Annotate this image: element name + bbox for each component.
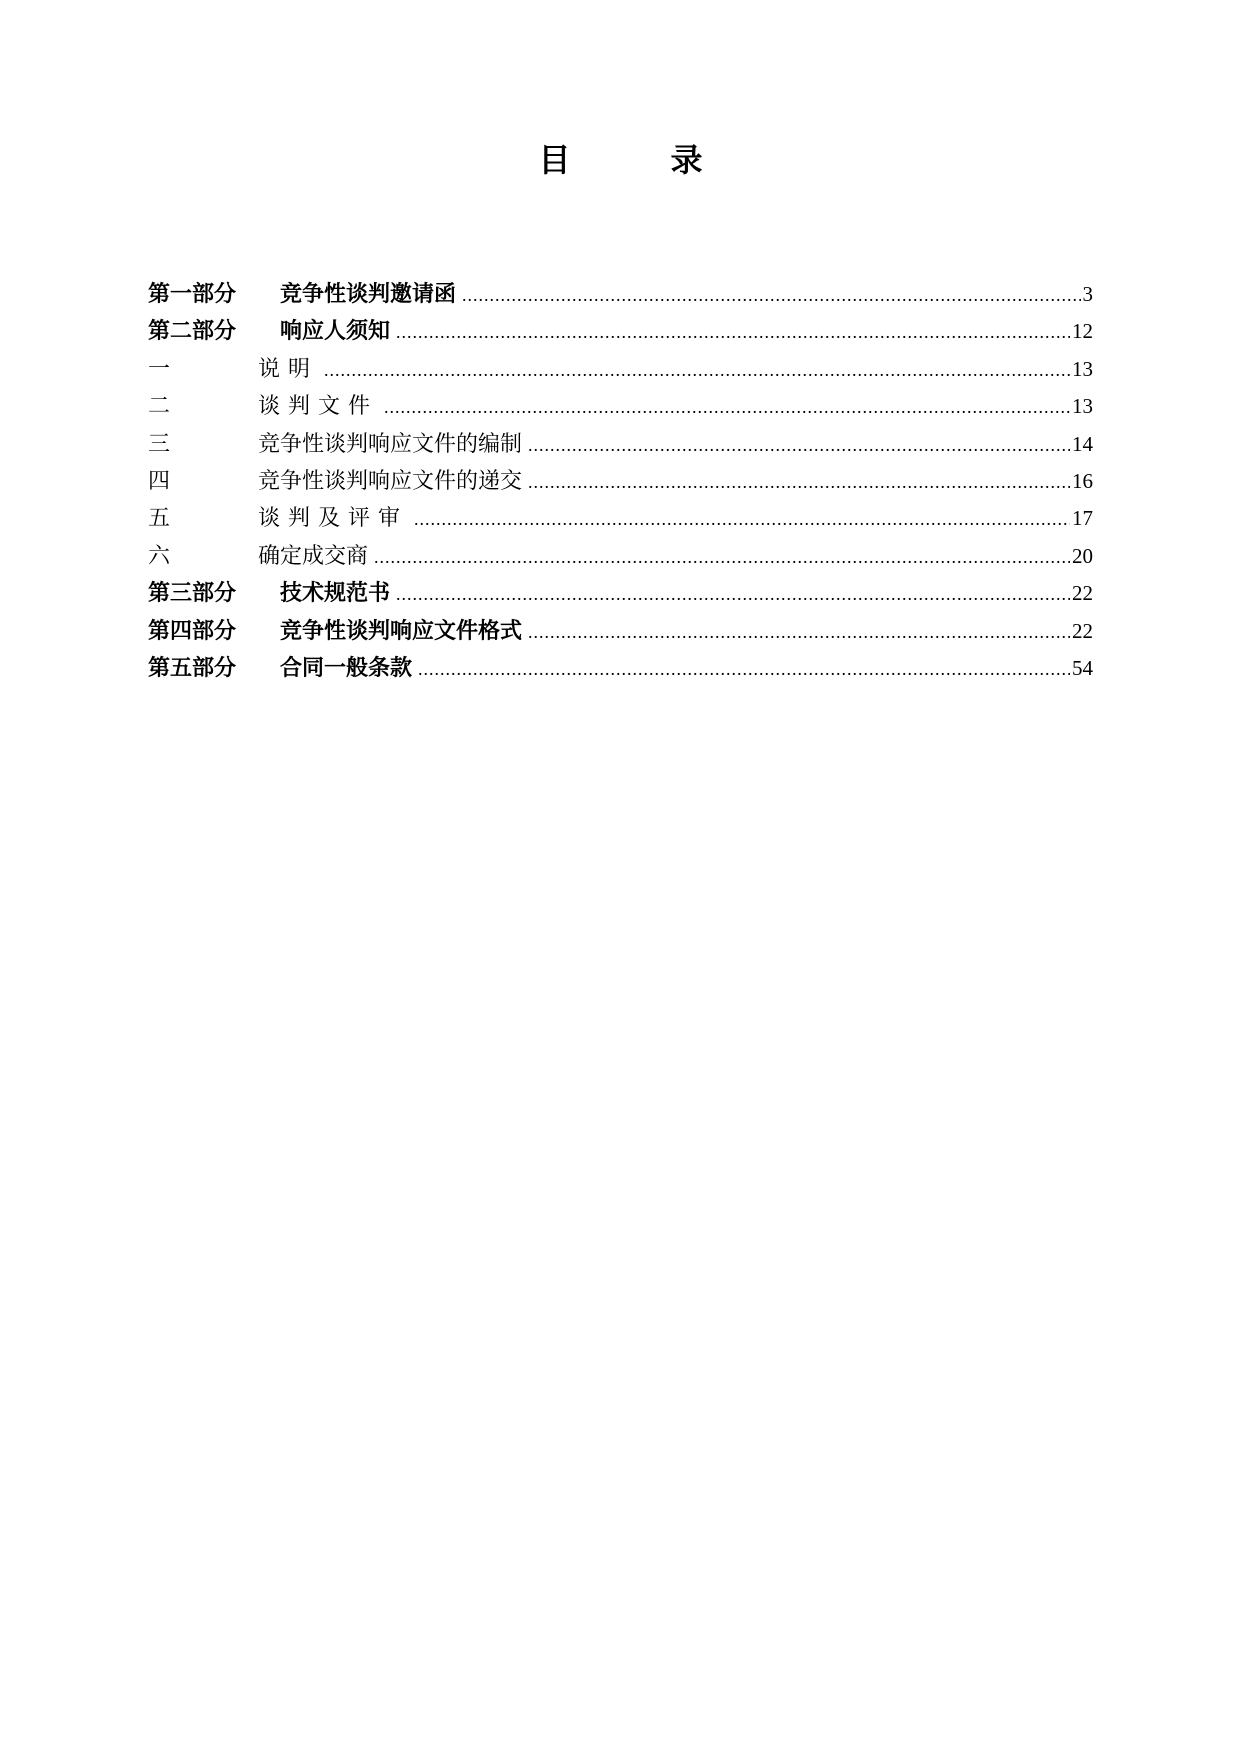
toc-entry-label: 技术规范书 (280, 581, 391, 607)
toc-entry-number: 四 (148, 468, 171, 494)
toc-dot-leader (374, 539, 1070, 576)
toc-page-number: 16 (1072, 468, 1093, 493)
toc-section-entry[interactable] (148, 500, 1093, 537)
toc-dot-leader (528, 464, 1070, 501)
toc-page-number: 54 (1072, 655, 1093, 680)
toc-dot-leader (396, 314, 1070, 351)
toc-page-number: 13 (1072, 356, 1093, 381)
table-of-contents (148, 276, 1093, 687)
toc-dot-leader (528, 614, 1070, 651)
toc-entry-label: 说明 (258, 356, 319, 382)
page-title: 目 录 (538, 141, 737, 179)
toc-entry-number: 五 (148, 506, 171, 532)
toc-entry-number: 六 (148, 543, 171, 569)
toc-part-entry[interactable] (148, 613, 1093, 650)
toc-dot-leader (528, 427, 1070, 464)
toc-section-entry[interactable] (148, 388, 1093, 425)
toc-section-entry[interactable] (148, 351, 1093, 388)
toc-section-entry[interactable] (148, 538, 1093, 575)
toc-entry-label: 竞争性谈判响应文件的递交 (258, 468, 523, 494)
toc-page-number: 14 (1072, 431, 1093, 456)
toc-dot-leader (324, 352, 1070, 389)
toc-entry-number: 第四部分 (148, 618, 237, 644)
toc-entry-number: 第三部分 (148, 581, 237, 607)
toc-entry-number: 第二部分 (148, 319, 237, 345)
toc-entry-number: 第一部分 (148, 282, 237, 307)
toc-page-number: 20 (1072, 543, 1093, 568)
toc-part-entry[interactable] (148, 575, 1093, 612)
toc-page-number: 12 (1072, 319, 1093, 344)
toc-entry-label: 谈判及评审 (258, 506, 409, 532)
toc-dot-leader (396, 576, 1070, 613)
toc-section-entry[interactable] (148, 426, 1093, 463)
toc-entry-number: 第五部分 (148, 655, 237, 681)
toc-entry-label: 确定成交商 (258, 543, 369, 569)
toc-page-number: 3 (1082, 282, 1093, 306)
toc-section-entry[interactable] (148, 463, 1093, 500)
toc-dot-leader (384, 389, 1070, 426)
toc-entry-number: 一 (148, 356, 171, 382)
toc-part-entry[interactable] (148, 650, 1093, 687)
toc-page-number: 22 (1072, 618, 1093, 643)
toc-page-number: 22 (1072, 581, 1093, 606)
toc-entry-number: 三 (148, 431, 171, 457)
toc-entry-label: 竞争性谈判响应文件的编制 (258, 431, 523, 457)
toc-entry-number: 二 (148, 394, 171, 420)
toc-page-number: 17 (1072, 506, 1093, 531)
toc-entry-label: 竞争性谈判响应文件格式 (280, 618, 523, 644)
toc-dot-leader (418, 651, 1070, 688)
toc-page-number: 13 (1072, 394, 1093, 419)
toc-part-entry[interactable] (148, 313, 1093, 350)
toc-part-entry[interactable] (148, 276, 1093, 313)
toc-entry-label: 响应人须知 (280, 319, 391, 345)
toc-entry-label: 竞争性谈判邀请函 (280, 282, 457, 307)
toc-dot-leader (414, 501, 1070, 538)
toc-entry-label: 合同一般条款 (280, 655, 413, 681)
toc-entry-label: 谈判文件 (258, 394, 379, 420)
toc-dot-leader (462, 277, 1080, 314)
